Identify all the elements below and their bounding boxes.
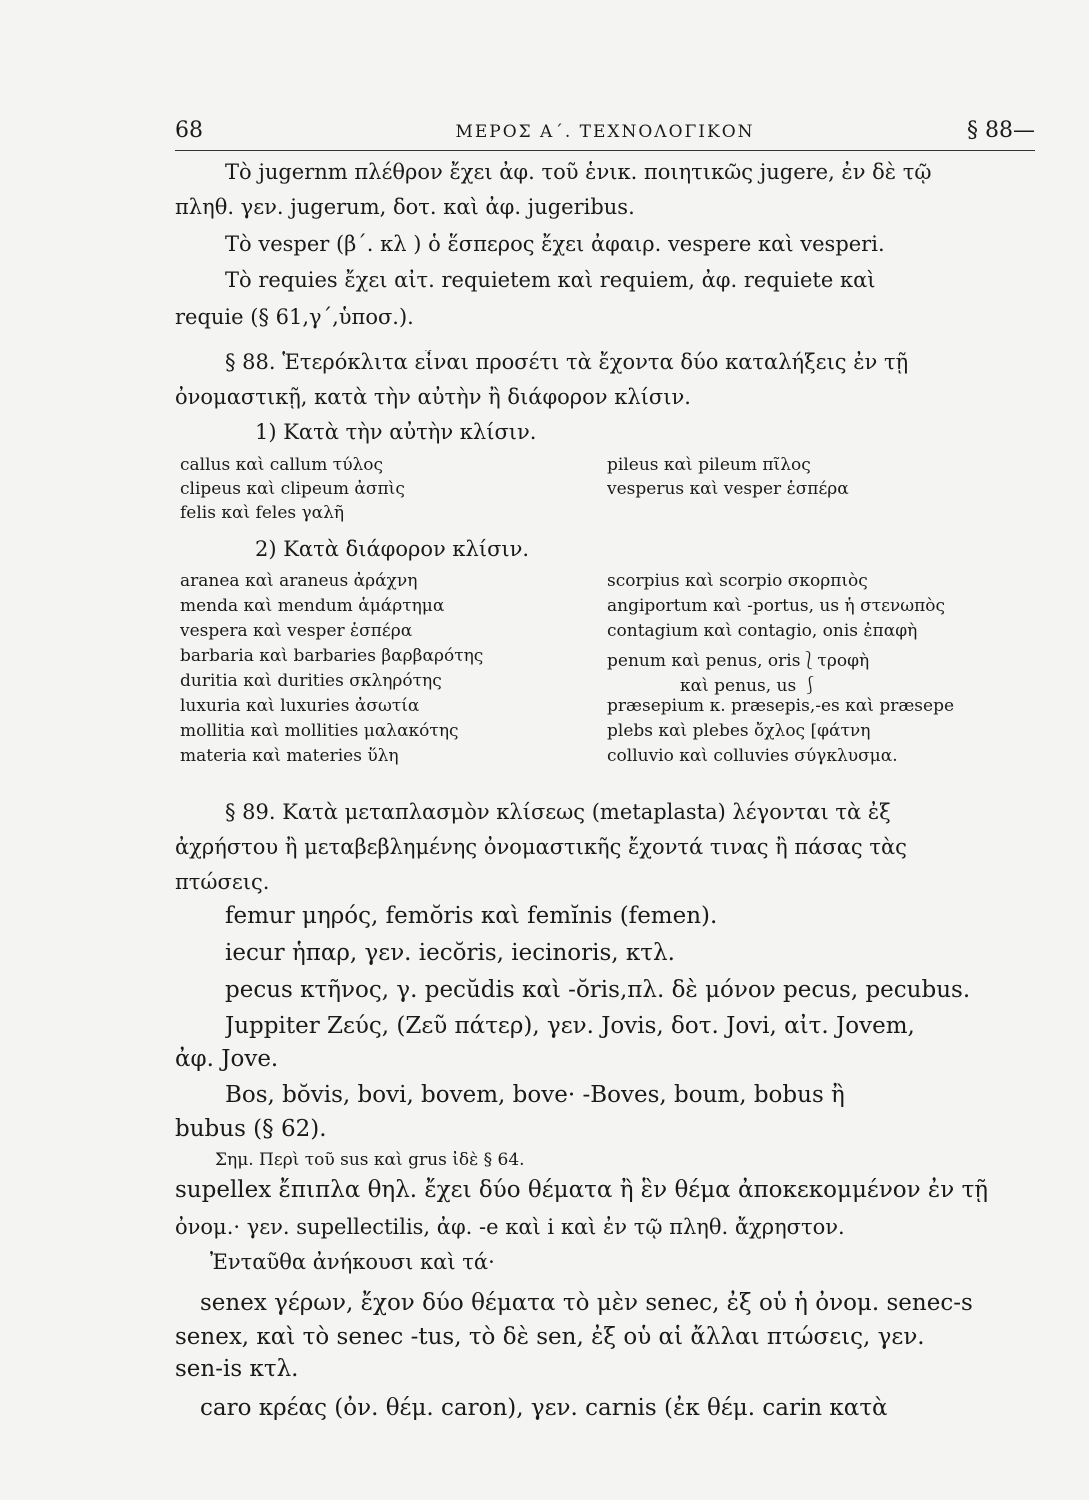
text-line: supellex ἔπιπλα θηλ. ἔχει δύο θέματα ἢ ἓν θέμα ἀποκεκομμένον ἐν τῇ (175, 1177, 989, 1203)
text-line: Ἐνταῦθα ἀνήκουσι καὶ τά· (210, 1250, 495, 1274)
text-line: senex γέρων, ἔχον δύο θέματα τὸ μὲν senec, ἐξ οὗ ἡ ὀνομ. senec-s (200, 1290, 973, 1316)
example-line: bubus (§ 62). (175, 1116, 327, 1142)
text-line: ὀνομ.· γεν. supellectilis, ἀφ. -e καὶ i καὶ ἐν τῷ πληθ. ἄχρηστον. (175, 1215, 845, 1239)
text-line: senex, καὶ τὸ senec -tus, τὸ δὲ sen, ἐξ οὗ αἱ ἄλλαι πτώσεις, γεν. (175, 1324, 925, 1350)
example-line: femur μηρός, femŏris καὶ femĭnis (femen). (225, 903, 718, 929)
word-pair: mollitia καὶ mollities μαλακότης (180, 721, 459, 741)
text-line: caro κρέας (ὀν. θέμ. caron), γεν. carnis (ἐκ θέμ. carin κατὰ (200, 1395, 888, 1421)
text-line: sen-is κτλ. (175, 1356, 299, 1382)
text-line: Τὸ jugernm πλέθρον ἔχει ἀφ. τοῦ ἑνικ. ποιητικῶς jugere, ἐν δὲ τῷ (225, 160, 932, 184)
subheading-different-declension: 2) Κατὰ διάφορον κλίσιν. (255, 537, 530, 561)
word-pair: duritia καὶ durities σκληρότης (180, 671, 442, 691)
text-line: ἀχρήστου ἢ μεταβεβλημένης ὀνομαστικῆς ἔχοντά τινας ἢ πάσας τὰς (175, 835, 907, 859)
text-line: Τὸ requies ἔχει αἰτ. requietem καὶ requiem, ἀφ. requiete καὶ (225, 268, 876, 292)
page-number: 68 (175, 118, 203, 143)
word-pair: barbaria καὶ barbaries βαρβαρότης (180, 646, 484, 666)
word-pair: vespera καὶ vesper ἑσπέρα (180, 621, 413, 641)
example-line: Juppiter Ζεύς, (Ζεῦ πάτερ), γεν. Jovis, δοτ. Jovi, αἰτ. Jovem, (225, 1013, 915, 1039)
running-header (175, 116, 1035, 151)
word-pair: scorpius καὶ scorpio σκορπιὸς (607, 571, 868, 591)
text-line: ὀνομαστικῇ, κατὰ τὴν αὐτὴν ἢ διάφορον κλίσιν. (175, 385, 691, 409)
word-pair: colluvio καὶ colluvies σύγκλυσμα. (607, 746, 898, 766)
word-pair: menda καὶ mendum ἁμάρτημα (180, 596, 445, 616)
section-89-heading: § 89. Κατὰ μεταπλασμὸν κλίσεως (metaplasta) λέγονται τὰ ἐξ (225, 800, 891, 824)
example-line: Bos, bŏvis, bovi, bovem, bove· -Boves, boum, bobus ἢ (225, 1082, 845, 1108)
word-pair: callus καὶ callum τύλος (180, 455, 384, 475)
word-pair: felis καὶ feles γαλῆ (180, 503, 345, 523)
example-line: ἀφ. Jove. (175, 1046, 279, 1072)
word-pair: clipeus καὶ clipeum ἀσπὶς (180, 479, 405, 499)
word-pair: angiportum καὶ -portus, us ἡ στενωπὸς (607, 596, 946, 616)
running-title: ΜΕΡΟΣ Α΄. ΤΕΧΝΟΛΟΓΙΚΟΝ (455, 122, 755, 142)
text-line: Τὸ vesper (β΄. κλ ) ὁ ἕσπερος ἔχει ἀφαιρ. vespere καὶ vesperi. (225, 232, 885, 256)
word-pair: contagium καὶ contagio, onis ἐπαφὴ (607, 621, 918, 641)
section-marker: § 88— (967, 118, 1035, 143)
word-pair: luxuria καὶ luxuries ἀσωτία (180, 696, 420, 716)
word-pair: materia καὶ materies ὕλη (180, 746, 399, 766)
example-line: pecus κτῆνος, γ. pecŭdis καὶ -ŏris,πλ. δὲ μόνον pecus, pecubus. (225, 977, 971, 1003)
word-pair: plebs καὶ plebes ὄχλος [φάτνη (607, 721, 871, 741)
subheading-same-declension: 1) Κατὰ τὴν αὐτὴν κλίσιν. (255, 420, 537, 444)
word-pair: penum καὶ penus, oris⎱τροφὴ (607, 651, 870, 671)
section-88-heading: § 88. Ἑτερόκλιτα εἶναι προσέτι τὰ ἔχοντα δύο καταλήξεις ἐν τῇ (225, 350, 909, 374)
text-line: requie (§ 61,γ΄,ὑποσ.). (175, 305, 414, 329)
text-line: πτώσεις. (175, 870, 270, 894)
word-pair: vesperus καὶ vesper ἑσπέρα (607, 479, 849, 499)
example-line: iecur ἧπαρ, γεν. iecŏris, iecinoris, κτλ. (225, 940, 675, 966)
text-line: πληθ. γεν. jugerum, δοτ. καὶ ἀφ. jugeribus. (175, 195, 635, 219)
word-pair: καὶ penus, us ⎰ (680, 676, 819, 696)
note-line: Σημ. Περὶ τοῦ sus καὶ grus ἰδὲ § 64. (215, 1150, 525, 1170)
word-pair: pileus καὶ pileum πῖλος (607, 455, 811, 475)
word-pair: aranea καὶ araneus ἀράχνη (180, 571, 418, 591)
word-pair: præsepium κ. præsepis,-es καὶ præsepe (607, 696, 955, 716)
